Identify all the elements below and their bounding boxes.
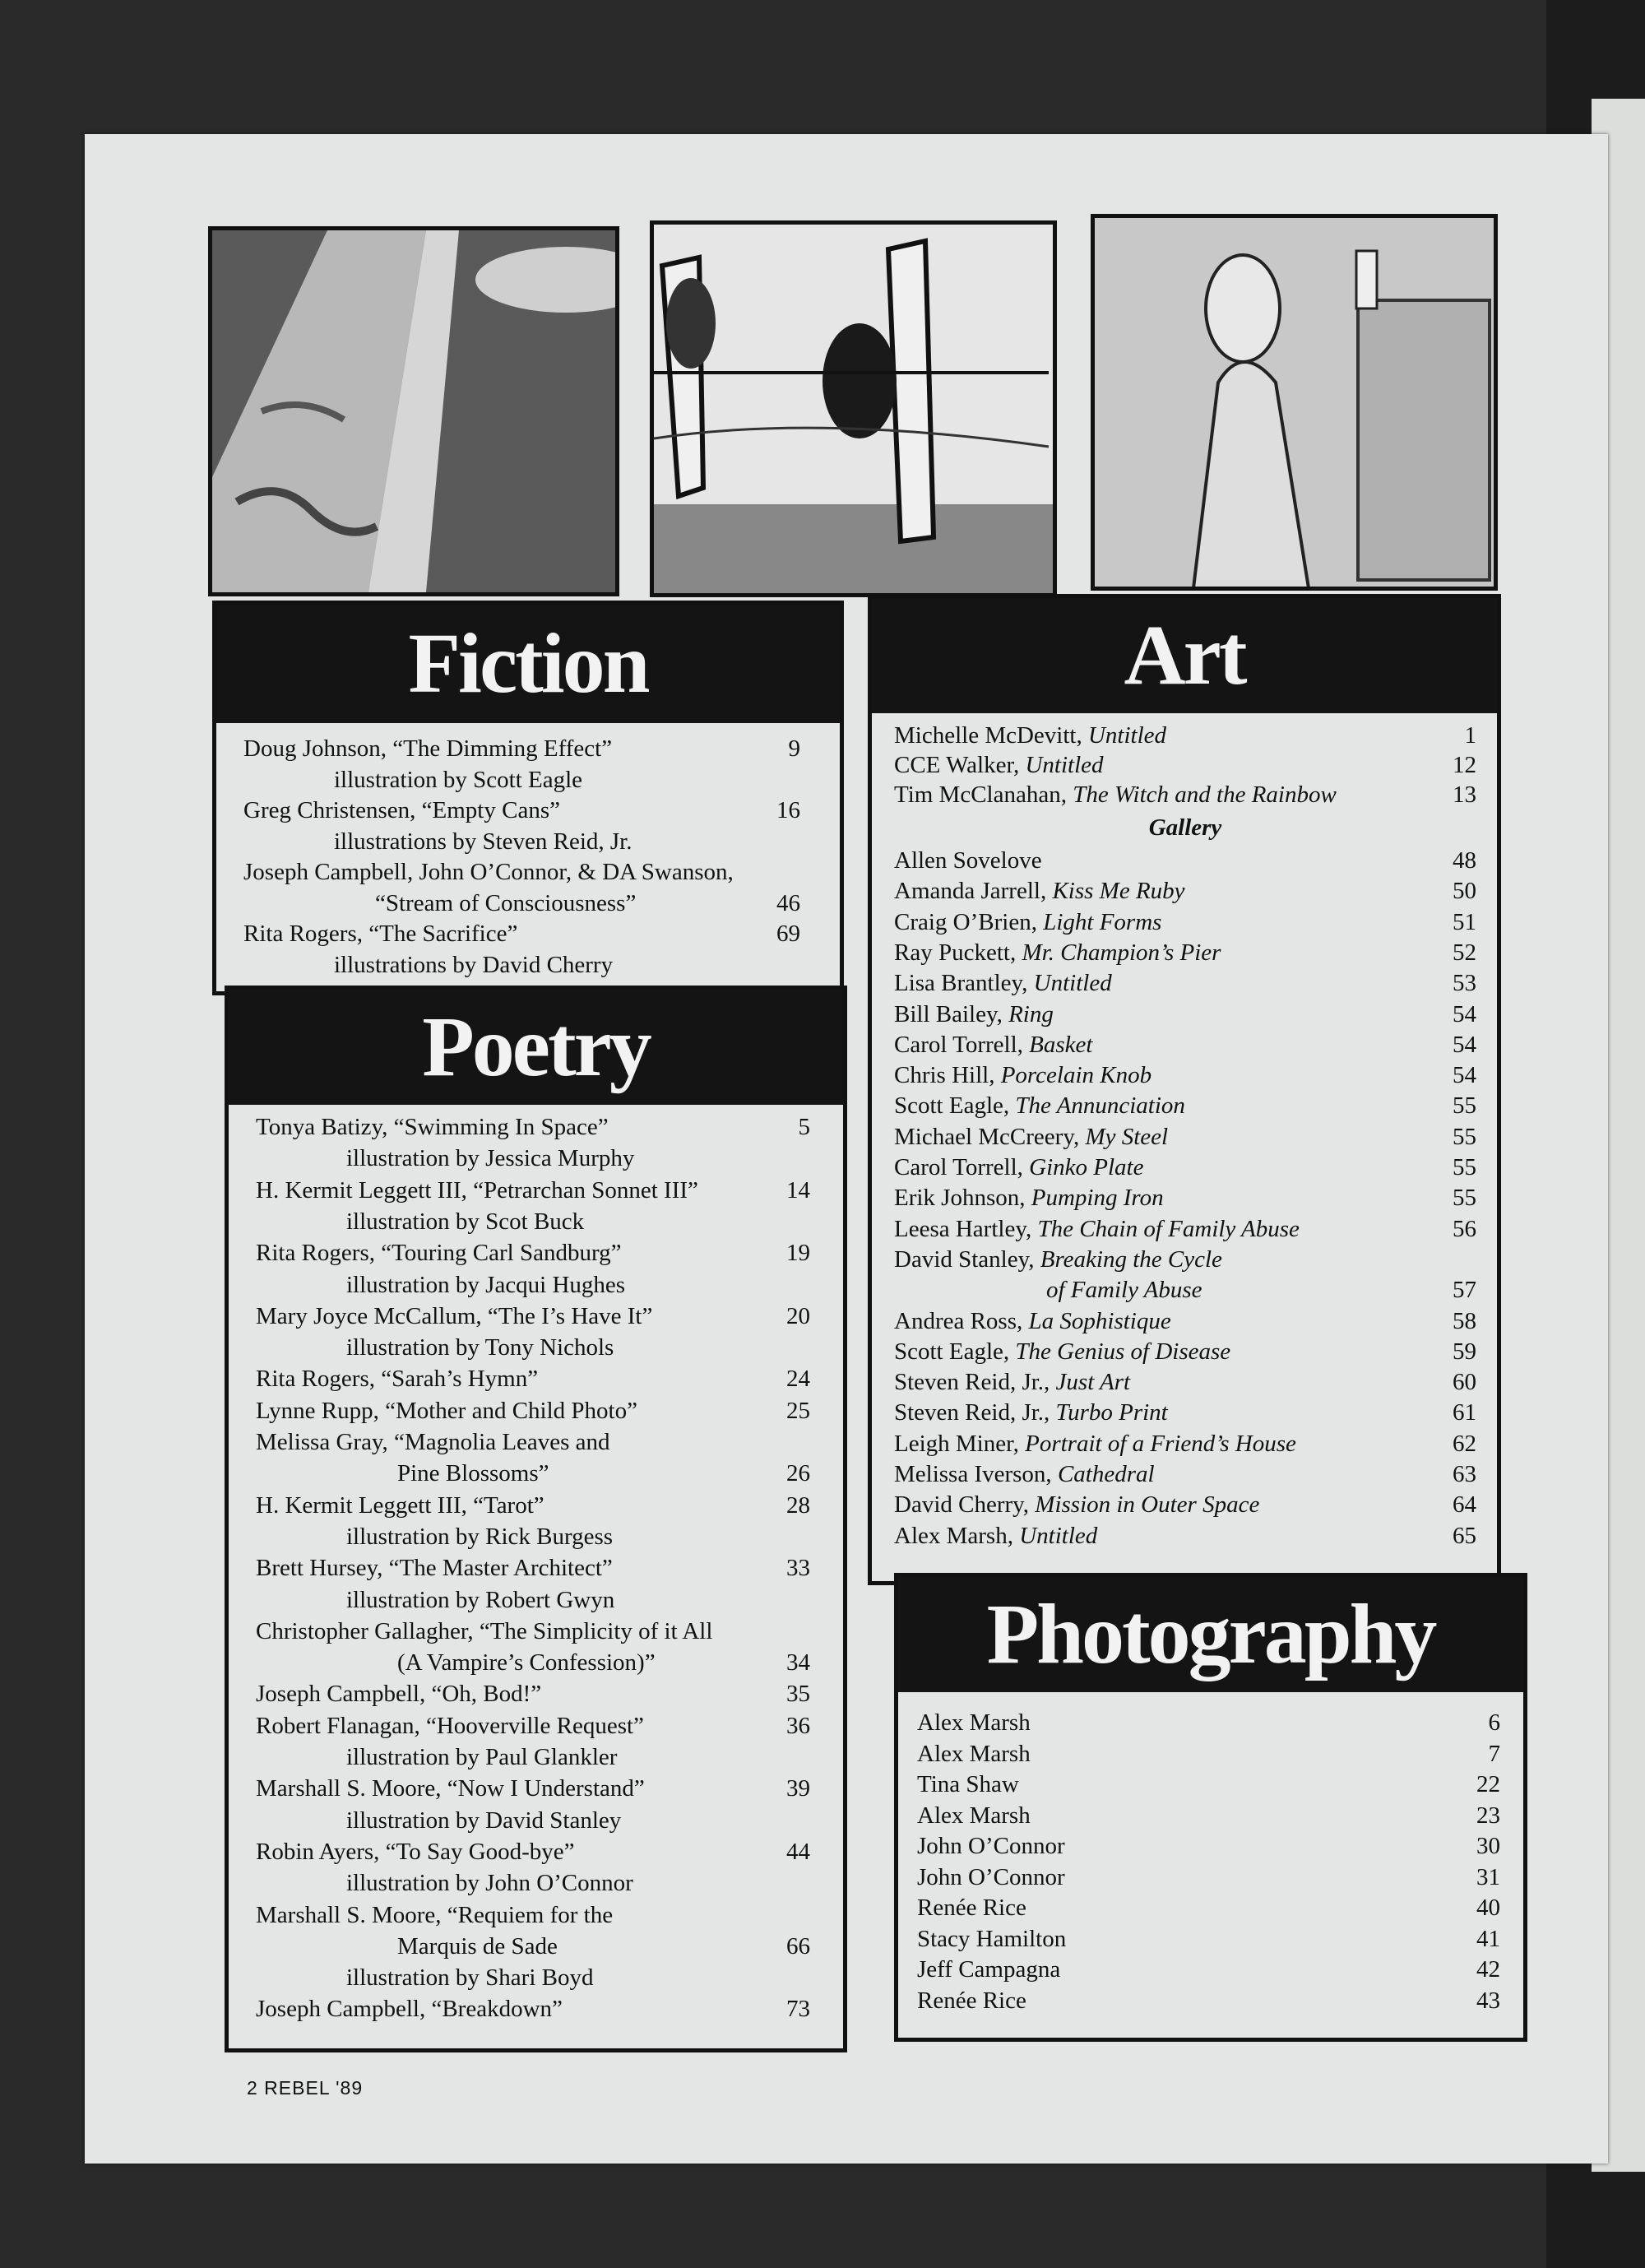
- artist-name: Erik Johnson,: [894, 1185, 1031, 1212]
- page-number: 39: [786, 1775, 810, 1802]
- entry-text: Doug Johnson, “The Dimming Effect”: [243, 735, 613, 762]
- toc-entry: [256, 1586, 810, 1614]
- toc-entry: [256, 1208, 810, 1236]
- entry-text: Greg Christensen, “Empty Cans”: [243, 797, 560, 823]
- fiction-entries: [243, 735, 800, 991]
- entry-text: H. Kermit Leggett III, “Tarot”: [256, 1491, 544, 1519]
- toc-entry: [256, 1239, 810, 1267]
- artwork-title: Untitled: [1025, 752, 1104, 778]
- page-number: 55: [1453, 1185, 1476, 1212]
- entry-text: illustration by Tony Nichols: [346, 1334, 614, 1361]
- page-number: 42: [1476, 1956, 1500, 1983]
- artist-name: Steven Reid, Jr.,: [894, 1369, 1056, 1396]
- entry-text: John O’Connor: [917, 1863, 1065, 1890]
- artist-name: Melissa Iverson,: [894, 1461, 1058, 1487]
- toc-entry: [256, 1680, 810, 1708]
- toc-entry: [256, 1428, 810, 1456]
- artist-name: David Stanley,: [894, 1245, 1040, 1273]
- artwork-title: Breaking the Cycle: [1040, 1245, 1222, 1273]
- page-number: 73: [786, 1996, 810, 2023]
- entry-text: Brett Hursey, “The Master Architect”: [256, 1555, 613, 1582]
- artist-name: Steven Reid, Jr.,: [894, 1399, 1056, 1426]
- entry-text: Christopher Gallagher, “The Simplicity of it All: [256, 1617, 713, 1644]
- art-section: [868, 594, 1501, 1585]
- page-number: 52: [1453, 939, 1476, 966]
- artist-name: Scott Eagle,: [894, 1092, 1016, 1120]
- page-number: 58: [1453, 1307, 1476, 1334]
- toc-entry: [256, 1365, 810, 1393]
- toc-entry: [917, 1770, 1500, 1798]
- toc-entry: [256, 1523, 810, 1551]
- toc-entry: [894, 939, 1476, 967]
- toc-entry: [894, 1276, 1476, 1304]
- page-number: 9: [788, 735, 800, 762]
- artwork-title: Mr. Champion’s Pier: [1022, 939, 1221, 966]
- toc-entry: [894, 1398, 1476, 1426]
- page-number: 20: [786, 1302, 810, 1329]
- page-number: 61: [1453, 1399, 1476, 1426]
- artwork-title: The Annunciation: [1015, 1092, 1185, 1120]
- page-number: 16: [776, 797, 800, 823]
- toc-entry: [894, 846, 1476, 874]
- art-heading: Art: [872, 598, 1497, 713]
- entry-text: Marshall S. Moore, “Now I Understand”: [256, 1775, 645, 1802]
- page-number: 19: [786, 1240, 810, 1267]
- poetry-heading: Poetry: [229, 990, 843, 1105]
- figure-illustration: [1091, 214, 1498, 591]
- toc-entry: [894, 1522, 1476, 1550]
- toc-entry: [894, 908, 1476, 936]
- toc-entry: [256, 1554, 810, 1582]
- entry-text: illustration by Jacqui Hughes: [346, 1271, 626, 1298]
- page-number: 69: [776, 921, 800, 947]
- page-number: 54: [1453, 1031, 1476, 1058]
- toc-entry: [917, 1925, 1500, 1953]
- entry-text: illustration by Robert Gwyn: [346, 1586, 615, 1613]
- entry-text: illustrations by David Cherry: [334, 951, 614, 978]
- page-number: 59: [1453, 1338, 1476, 1365]
- entry-text: Alex Marsh: [917, 1709, 1031, 1736]
- toc-entry: [917, 1709, 1500, 1737]
- artist-name: Amanda Jarrell,: [894, 878, 1053, 905]
- artist-name: Tim McClanahan,: [894, 782, 1073, 808]
- fiction-section: [212, 601, 844, 995]
- artwork-title: Untitled: [1019, 1522, 1098, 1549]
- toc-entry: [243, 858, 800, 886]
- artwork-title: The Genius of Disease: [1015, 1338, 1231, 1365]
- artist-name: CCE Walker,: [894, 752, 1026, 778]
- page-number: 54: [1453, 1000, 1476, 1027]
- artwork-title: of Family Abuse: [1046, 1277, 1202, 1304]
- entry-text: “Stream of Consciousness”: [375, 889, 637, 916]
- toc-entry: [256, 1113, 810, 1141]
- page-number: 66: [786, 1932, 810, 1960]
- entry-text: (A Vampire’s Confession)”: [397, 1649, 656, 1677]
- toc-entry: [256, 1333, 810, 1361]
- entry-text: Robert Flanagan, “Hooverville Request”: [256, 1712, 644, 1739]
- toc-entry: [256, 1397, 810, 1425]
- artwork-title: Turbo Print: [1055, 1399, 1168, 1426]
- toc-entry: [894, 721, 1476, 749]
- artist-name: Craig O’Brien,: [894, 908, 1044, 935]
- toc-entry: [243, 920, 800, 948]
- entry-text: Rita Rogers, “Touring Carl Sandburg”: [256, 1240, 622, 1267]
- page-number: 24: [786, 1366, 810, 1393]
- page-number: 36: [786, 1712, 810, 1739]
- toc-entry: [256, 1743, 810, 1771]
- toc-entry: [256, 1459, 810, 1487]
- artist-name: David Cherry,: [894, 1491, 1036, 1519]
- entry-text: John O’Connor: [917, 1833, 1065, 1859]
- page-number: 44: [786, 1838, 810, 1865]
- entry-text: Mary Joyce McCallum, “The I’s Have It”: [256, 1302, 653, 1329]
- toc-entry: [256, 1774, 810, 1802]
- artwork-title: La Sophistique: [1028, 1307, 1171, 1334]
- entry-text: Tina Shaw: [917, 1771, 1019, 1797]
- entry-text: illustration by Paul Glankler: [346, 1744, 618, 1770]
- toc-entry: [243, 889, 800, 917]
- toc-entry: [894, 1184, 1476, 1212]
- page-number: 50: [1453, 878, 1476, 905]
- artwork-title: Mission in Outer Space: [1035, 1491, 1260, 1519]
- page-number: 46: [776, 889, 800, 916]
- page-number: 64: [1453, 1491, 1476, 1519]
- page-number: 25: [786, 1397, 810, 1424]
- toc-entry: [917, 1832, 1500, 1860]
- art-entries: [894, 721, 1476, 1581]
- page-number: 55: [1453, 1092, 1476, 1120]
- entry-text: illustration by David Stanley: [346, 1807, 622, 1834]
- toc-entry: [894, 1215, 1476, 1243]
- entry-text: illustration by Jessica Murphy: [346, 1145, 635, 1172]
- page-number: 31: [1476, 1863, 1500, 1890]
- artist-name: Carol Torrell,: [894, 1031, 1030, 1058]
- entry-text: Rita Rogers, “The Sacrifice”: [243, 921, 518, 947]
- artwork-title: Basket: [1029, 1031, 1093, 1058]
- artwork-title: Pumping Iron: [1031, 1185, 1164, 1212]
- toc-entry: [256, 1712, 810, 1740]
- artist-name: Allen Sovelove: [894, 847, 1042, 874]
- artist-name: Leesa Hartley,: [894, 1215, 1038, 1242]
- artwork-title: Kiss Me Ruby: [1052, 878, 1185, 905]
- page-number: 28: [786, 1491, 810, 1519]
- artist-name: Leigh Miner,: [894, 1430, 1026, 1457]
- page-number: 26: [786, 1460, 810, 1487]
- entry-text: Marquis de Sade: [397, 1932, 558, 1960]
- poetry-section: [225, 986, 847, 2052]
- toc-entry: [894, 1368, 1476, 1396]
- toc-entry: [917, 1987, 1500, 2015]
- entry-text: Joseph Campbell, “Oh, Bod!”: [256, 1681, 542, 1708]
- artist-name: Scott Eagle,: [894, 1338, 1016, 1365]
- page-number: 14: [786, 1176, 810, 1204]
- entry-text: Jeff Campagna: [917, 1956, 1061, 1983]
- entry-text: Stacy Hamilton: [917, 1925, 1067, 1952]
- toc-entry: [894, 1307, 1476, 1335]
- page-number: 23: [1476, 1802, 1500, 1829]
- toc-entry: [256, 1491, 810, 1519]
- gallery-heading: [894, 814, 1476, 842]
- toc-entry: [917, 1740, 1500, 1768]
- toc-entry: [894, 751, 1476, 779]
- page-number: 30: [1476, 1833, 1500, 1859]
- page-number: 56: [1453, 1215, 1476, 1242]
- entry-text: Robin Ayers, “To Say Good-bye”: [256, 1838, 575, 1865]
- entry-text: illustration by Scott Eagle: [334, 766, 583, 793]
- toc-entry: [894, 1491, 1476, 1519]
- page-number: 6: [1488, 1709, 1500, 1736]
- artist-name: Bill Bailey,: [894, 1000, 1009, 1027]
- page-number: 54: [1453, 1062, 1476, 1089]
- photography-entries: [917, 1709, 1500, 2038]
- page-number: 51: [1453, 908, 1476, 935]
- toc-entry: [894, 1092, 1476, 1120]
- toc-entry: [256, 1302, 810, 1330]
- page-number: 53: [1453, 970, 1476, 997]
- page-number: 62: [1453, 1430, 1476, 1457]
- page-number: 43: [1476, 1987, 1500, 2014]
- page-number: 48: [1453, 847, 1476, 874]
- entry-text: H. Kermit Leggett III, “Petrarchan Sonnet III”: [256, 1176, 698, 1204]
- poetry-entries: [256, 1113, 810, 2048]
- entry-text: Alex Marsh: [917, 1802, 1031, 1829]
- toc-entry: [917, 1894, 1500, 1922]
- entry-text: Renée Rice: [917, 1895, 1026, 1921]
- artist-name: Andrea Ross,: [894, 1307, 1029, 1334]
- artwork-title: Portrait of a Friend’s House: [1025, 1430, 1296, 1457]
- page-footer: 2 REBEL '89: [247, 2077, 364, 2099]
- artwork-title: Light Forms: [1043, 908, 1162, 935]
- page-number: 34: [786, 1649, 810, 1677]
- toc-entry: [256, 1901, 810, 1929]
- entry-text: Lynne Rupp, “Mother and Child Photo”: [256, 1397, 637, 1424]
- toc-entry: [894, 1338, 1476, 1366]
- toc-entry: [256, 1649, 810, 1677]
- artist-name: Michael McCreery,: [894, 1123, 1086, 1150]
- entry-text: illustration by Rick Burgess: [346, 1523, 614, 1550]
- entry-text: Melissa Gray, “Magnolia Leaves and: [256, 1429, 610, 1455]
- artwork-title: The Chain of Family Abuse: [1037, 1215, 1300, 1242]
- toc-entry: [256, 1144, 810, 1172]
- entry-text: Rita Rogers, “Sarah’s Hymn”: [256, 1366, 539, 1393]
- photography-heading: Photography: [898, 1577, 1523, 1692]
- page-number: 60: [1453, 1369, 1476, 1396]
- toc-entry: [256, 1807, 810, 1834]
- toc-entry: [256, 1176, 810, 1204]
- page-number: 55: [1453, 1154, 1476, 1180]
- page-number: 1: [1464, 722, 1476, 749]
- toc-entry: [256, 1869, 810, 1897]
- toc-entry: [243, 796, 800, 824]
- artwork-title: My Steel: [1085, 1123, 1169, 1150]
- toc-entry: [894, 1245, 1476, 1273]
- toc-entry: [894, 1031, 1476, 1059]
- artwork-title: Ginko Plate: [1029, 1154, 1144, 1180]
- page-number: 35: [786, 1681, 810, 1708]
- page-number: 41: [1476, 1925, 1500, 1952]
- toc-entry: [256, 1271, 810, 1299]
- artwork-title: The Witch and the Rainbow: [1073, 782, 1337, 808]
- toc-entry: [894, 1460, 1476, 1488]
- page-number: 7: [1488, 1740, 1500, 1767]
- artwork-title: Porcelain Knob: [1000, 1062, 1152, 1089]
- gallery-label: Gallery: [1148, 814, 1222, 841]
- toc-entry: [894, 1153, 1476, 1181]
- fiction-heading: Fiction: [216, 605, 840, 723]
- toc-entry: [894, 1061, 1476, 1089]
- artist-name: Alex Marsh,: [894, 1522, 1020, 1549]
- photography-section: [894, 1573, 1527, 2042]
- toc-entry: [894, 1000, 1476, 1028]
- artwork-title: Just Art: [1055, 1369, 1131, 1396]
- toc-entry: [894, 969, 1476, 997]
- page-number: 22: [1476, 1771, 1500, 1797]
- artist-name: Ray Puckett,: [894, 939, 1022, 966]
- toc-entry: [256, 1995, 810, 2023]
- entry-text: Alex Marsh: [917, 1740, 1031, 1767]
- artist-name: Lisa Brantley,: [894, 970, 1034, 997]
- posts-illustration: [650, 220, 1057, 597]
- toc-entry: [917, 1955, 1500, 1983]
- page-number: 13: [1453, 782, 1476, 808]
- page-number: 40: [1476, 1895, 1500, 1921]
- entry-text: illustrations by Steven Reid, Jr.: [334, 828, 633, 855]
- entry-text: illustration by Shari Boyd: [346, 1964, 594, 1992]
- toc-entry: [917, 1863, 1500, 1891]
- entry-text: Tonya Batizy, “Swimming In Space”: [256, 1114, 609, 1140]
- entry-text: Joseph Campbell, “Breakdown”: [256, 1996, 563, 2023]
- artist-name: Chris Hill,: [894, 1062, 1001, 1089]
- toc-entry: [243, 735, 800, 763]
- entry-text: illustration by John O’Connor: [346, 1870, 633, 1897]
- toc-entry: [894, 1430, 1476, 1458]
- toc-entry: [256, 1932, 810, 1960]
- page-number: 12: [1453, 752, 1476, 778]
- toc-entry: [243, 951, 800, 979]
- entry-text: Marshall S. Moore, “Requiem for the: [256, 1901, 614, 1928]
- page-number: 57: [1453, 1277, 1476, 1304]
- page-number: 65: [1453, 1522, 1476, 1549]
- toc-entry: [256, 1964, 810, 1992]
- toc-entry: [917, 1802, 1500, 1830]
- toc-entry: [894, 781, 1476, 809]
- page-number: 55: [1453, 1123, 1476, 1150]
- artist-name: Michelle McDevitt,: [894, 722, 1088, 749]
- toc-entry: [243, 766, 800, 794]
- artist-name: Carol Torrell,: [894, 1154, 1030, 1180]
- entry-text: Renée Rice: [917, 1987, 1026, 2014]
- toc-entry: [256, 1617, 810, 1645]
- entry-text: Pine Blossoms”: [397, 1460, 549, 1487]
- page-number: 63: [1453, 1461, 1476, 1487]
- artwork-title: Untitled: [1087, 722, 1167, 749]
- entry-text: illustration by Scot Buck: [346, 1208, 585, 1235]
- entry-text: Joseph Campbell, John O’Connor, & DA Swanson,: [243, 859, 734, 885]
- artwork-title: Ring: [1008, 1000, 1054, 1027]
- toc-entry: [894, 877, 1476, 905]
- toc-entry: [894, 1123, 1476, 1151]
- artwork-title: Cathedral: [1057, 1461, 1155, 1487]
- page-number: 33: [786, 1555, 810, 1582]
- toc-entry: [256, 1838, 810, 1866]
- toc-entry: [243, 828, 800, 856]
- page-number: 5: [798, 1114, 810, 1140]
- road-photo: [208, 226, 619, 596]
- artwork-title: Untitled: [1033, 970, 1112, 997]
